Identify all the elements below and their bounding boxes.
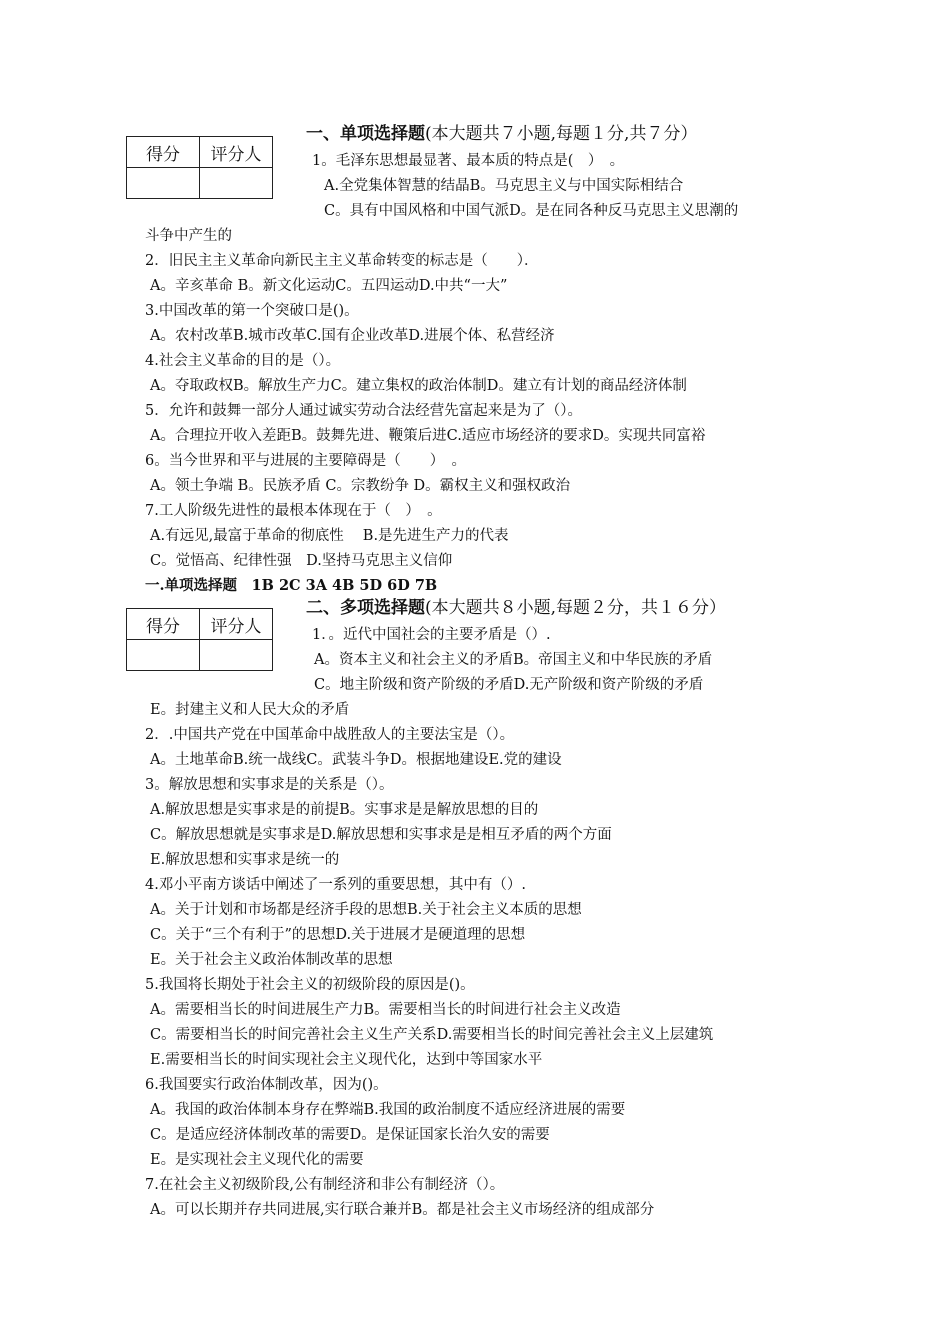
section2-subtitle: (本大题共８小题,每题２分，共１６分） (425, 598, 727, 618)
option-line: A.解放思想是实事求是的前提B。实事求是是解放思想的目的 (150, 802, 539, 818)
option-line: E.解放思想和实事求是统一的 (150, 852, 340, 868)
question-line: 5.我国将长期处于社会主义的初级阶段的原因是()。 (145, 977, 475, 993)
section1-subtitle: (本大题共７小题,每题１分,共７分） (425, 124, 698, 144)
grader-label: 评分人 (200, 609, 273, 640)
option-line: C。关于“三个有利于”的思想D.关于进展才是硬道理的思想 (150, 927, 526, 943)
option-line: C。觉悟高、纪律性强 D.坚持马克思主义信仰 (150, 553, 453, 569)
option-line: E.需要相当长的时间实现社会主义现代化，达到中等国家水平 (150, 1052, 543, 1068)
option-line: E。封建主义和人民大众的矛盾 (150, 702, 350, 718)
score-label: 得分 (127, 609, 200, 640)
option-line: A。夺取政权B。解放生产力C。建立集权的政治体制D。建立有计划的商品经济体制 (150, 378, 687, 394)
score-label: 得分 (127, 137, 200, 168)
option-line: A.全党集体智慧的结晶B。马克思主义与中国实际相结合 (324, 178, 684, 194)
section1-title: 一、单项选择题 (306, 124, 425, 144)
section1-heading (306, 124, 697, 144)
question-line: 2．.中国共产党在中国革命中战胜敌人的主要法宝是（）。 (145, 727, 515, 743)
question-line: 7.在社会主义初级阶段,公有制经济和非公有制经济（）。 (145, 1177, 505, 1193)
option-line: A。农村改革B.城市改革C.国有企业改革D.进展个体、私营经济 (150, 328, 555, 344)
score-cell (127, 640, 200, 671)
grader-cell (200, 640, 273, 671)
option-line: A。我国的政治体制本身存在弊端B.我国的政治制度不适应经济进展的需要 (150, 1102, 626, 1118)
option-line: C。地主阶级和资产阶级的矛盾D.无产阶级和资产阶级的矛盾 (314, 677, 704, 693)
option-line: C。是适应经济体制改革的需要D。是保证国家长治久安的需要 (150, 1127, 550, 1143)
question-line: 6.我国要实行政治体制改革，因为()。 (145, 1077, 388, 1093)
option-line: A。关于计划和市场都是经济手段的思想B.关于社会主义本质的思想 (150, 902, 582, 918)
option-line: A。需要相当长的时间进展生产力B。需要相当长的时间进行社会主义改造 (150, 1002, 621, 1018)
section2-heading (306, 598, 726, 618)
option-line: A。资本主义和社会主义的矛盾B。帝国主义和中华民族的矛盾 (314, 652, 713, 668)
option-line: C。需要相当长的时间完善社会主义生产关系D.需要相当长的时间完善社会主义上层建筑 (150, 1027, 714, 1043)
question-line: 4.邓小平南方谈话中阐述了一系列的重要思想，其中有（）. (145, 877, 526, 893)
option-line: A。合理拉开收入差距B。鼓舞先进、鞭策后进C.适应市场经济的要求D。实现共同富裕 (150, 428, 706, 444)
option-line: A。辛亥革命 B。新文化运动C。五四运动D.中共“一大” (150, 278, 508, 294)
score-table-1 (126, 136, 273, 199)
question-line: 1．。近代中国社会的主要矛盾是（）. (312, 627, 551, 643)
question-line: 3。解放思想和实事求是的关系是（）。 (145, 777, 394, 793)
option-line: E。关于社会主义政治体制改革的思想 (150, 952, 393, 968)
option-line: E。是实现社会主义现代化的需要 (150, 1152, 364, 1168)
question-line: 7.工人阶级先进性的最根本体现在于（ ） 。 (145, 503, 442, 519)
score-table-2 (126, 608, 273, 671)
option-line: A。可以长期并存共同进展,实行联合兼并B。都是社会主义市场经济的组成部分 (150, 1202, 655, 1218)
question-line: 6。当今世界和平与进展的主要障碍是（ ） 。 (145, 453, 466, 469)
option-line: A。领土争端 B。民族矛盾 C。宗教纷争 D。霸权主义和强权政治 (150, 478, 571, 494)
option-line: C。解放思想就是实事求是D.解放思想和实事求是是相互矛盾的两个方面 (150, 827, 612, 843)
answer-key: 一.单项选择题 1B 2C 3A 4B 5D 6D 7B (145, 577, 438, 594)
score-cell (127, 168, 200, 199)
grader-label: 评分人 (200, 137, 273, 168)
option-line: C。具有中国风格和中国气派D。是在同各种反马克思主义思潮的 (324, 203, 739, 219)
question-line: 5．允许和鼓舞一部分人通过诚实劳动合法经营先富起来是为了（）。 (145, 403, 582, 419)
question-line: 3.中国改革的第一个突破口是()。 (145, 303, 359, 319)
question-line: 2．旧民主主义革命向新民主主义革命转变的标志是（ ）． (145, 253, 539, 269)
section2-title: 二、多项选择题 (306, 598, 425, 618)
option-line: A.有远见,最富于革命的彻底性 B.是先进生产力的代表 (150, 528, 509, 544)
option-line: A。土地革命B.统一战线C。武装斗争D。根据地建设E.党的建设 (150, 752, 562, 768)
question-line: 1。毛泽东思想最显著、最本质的特点是( ） 。 (312, 153, 625, 169)
grader-cell (200, 168, 273, 199)
option-line: 斗争中产生的 (145, 228, 232, 244)
question-line: 4.社会主义革命的目的是（）。 (145, 353, 341, 369)
